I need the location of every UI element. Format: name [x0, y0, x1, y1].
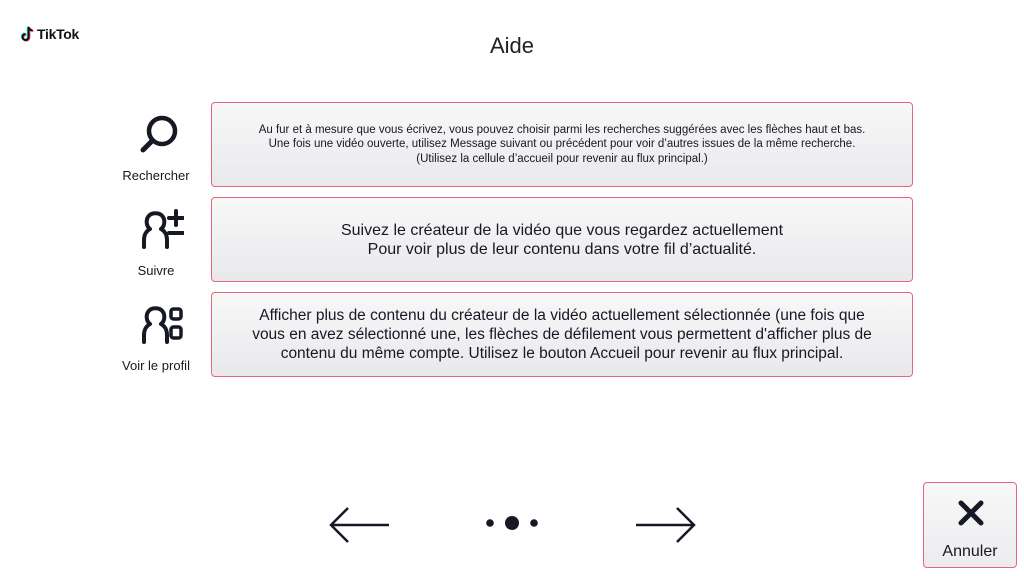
follow-user-icon: [136, 205, 184, 253]
help-item-label: Suivre: [137, 263, 175, 278]
description-line: Afficher plus de contenu du créateur de la vidéo actuellement sélectionnée (une fois que: [259, 307, 865, 324]
help-description: [252, 306, 872, 363]
help-description-card: [211, 197, 913, 282]
description-line: Suivez le créateur de la vidéo que vous regardez actuellement: [340, 221, 784, 239]
description-line: Pour voir plus de leur contenu dans votre fil d’actualité.: [367, 240, 757, 258]
help-description-card: [211, 292, 913, 377]
logo-text: TikTok: [37, 26, 80, 42]
help-description-card: [211, 102, 913, 187]
help-item-follow: [110, 197, 202, 284]
description-line: Une fois une vidéo ouverte, utilisez Message suivant ou précédent pour voir d’autres issues de la même recherche.: [268, 138, 856, 151]
close-icon: [957, 499, 985, 527]
help-row-search: [110, 102, 916, 189]
page-dot: [530, 519, 538, 527]
page-indicator: [486, 514, 538, 532]
help-item-label: Rechercher: [122, 168, 190, 183]
description-line: contenu du même compte. Utilisez le bouton Accueil pour revenir au flux principal.: [280, 345, 844, 362]
search-icon: [136, 110, 184, 158]
profile-icon: [136, 300, 184, 348]
description-line: (Utilisez la cellule d’accueil pour revenir au flux principal.): [416, 152, 708, 165]
cancel-button[interactable]: [923, 482, 1017, 568]
page-dot-active: [505, 516, 519, 530]
page-title: Aide: [489, 33, 535, 58]
help-item-search: [110, 102, 202, 189]
help-item-profile: [110, 292, 202, 379]
help-row-profile: [110, 292, 916, 379]
help-item-label: Voir le profil: [122, 358, 190, 373]
help-description: [259, 123, 866, 167]
help-description: [341, 221, 783, 259]
description-line: vous en avez sélectionné une, les flèches de défilement vous permettent d'afficher plus de: [252, 326, 872, 343]
help-row-follow: [110, 197, 916, 284]
previous-page-arrow-icon[interactable]: [328, 506, 392, 544]
description-line: Au fur et à mesure que vous écrivez, vous pouvez choisir parmi les recherches suggérées avec les flèches haut et bas.: [258, 123, 866, 136]
cancel-label: Annuler: [942, 543, 998, 560]
next-page-arrow-icon[interactable]: [633, 506, 697, 544]
page-dot: [486, 519, 494, 527]
